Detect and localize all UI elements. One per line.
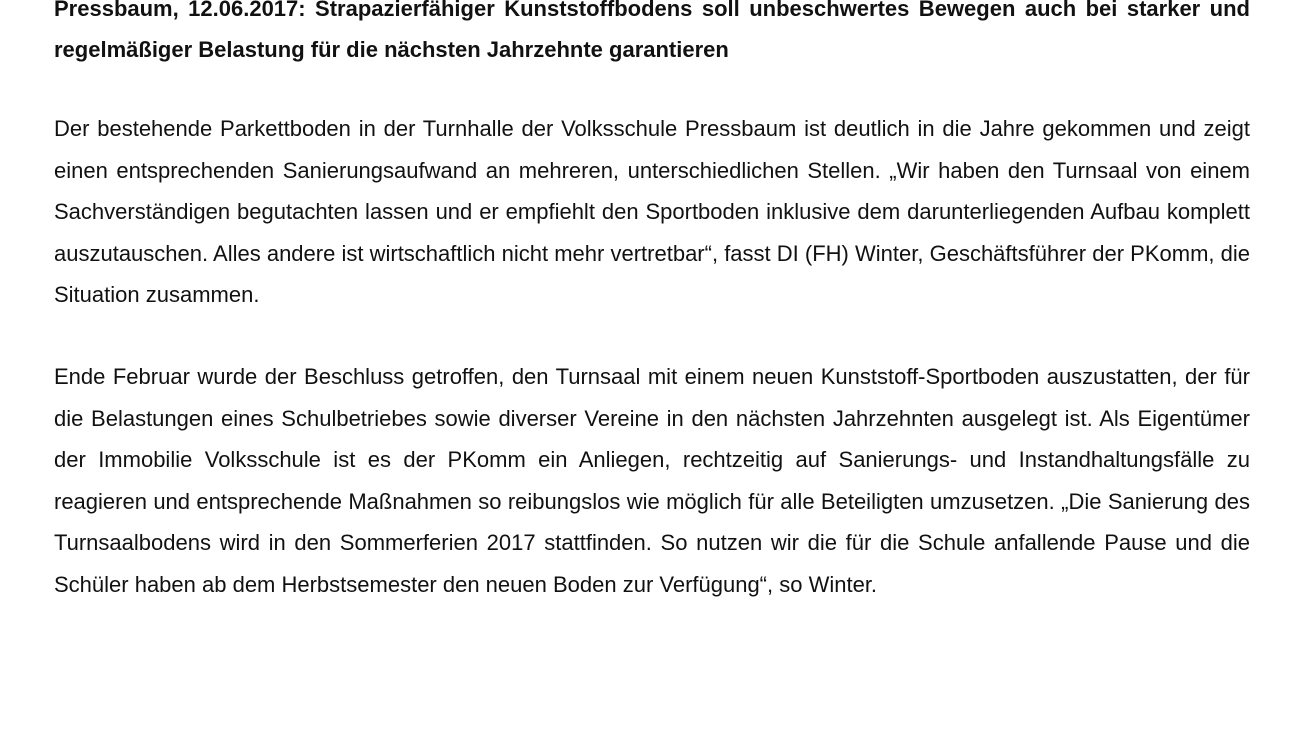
paragraph-1: Der bestehende Parkettboden in der Turnhalle der Volksschule Pressbaum ist deutlich in die Jahre gekommen und zeigt einen entsprechenden Sanierungsaufwand an mehreren, unterschiedlichen Stellen. „Wir haben den Turnsaal von einem Sachverständigen begutachten lassen und er empfiehlt den Sportboden inklusive dem darunterliegenden Aufbau komplett auszutauschen. Alles andere ist wirtschaftlich nicht mehr vertretbar“, fasst DI (FH) Winter, Geschäftsführer der PKomm, die Situation zusammen. (54, 116, 1250, 308)
document-page (54, 0, 1250, 646)
paragraph-2: Ende Februar wurde der Beschluss getroffen, den Turnsaal mit einem neuen Kunststoff-Sportboden auszustatten, der für die Belastungen eines Schulbetriebes sowie diverser Vereine in den nächsten Jahrzehnten ausgelegt ist. Als Eigentümer der Immobilie Volksschule ist es der PKomm ein Anliegen, rechtzeitig auf Sanierungs- und Instandhaltungsfälle zu reagieren und entsprechende Maßnahmen so reibungslos wie möglich für alle Beteiligten umzusetzen. „Die Sanierung des Turnsaalbodens wird in den Sommerferien 2017 stattfinden. So nutzen wir die für die Schule anfallende Pause und die Schüler haben ab dem Herbstsemester den neuen Boden zur Verfügung“, so Winter. (54, 363, 1250, 597)
document-heading: Pressbaum, 12.06.2017: Strapazierfähiger Kunststoffbodens soll unbeschwertes Bewegen auch bei starker und regelmäßiger Belastung für die nächsten Jahrzehnte garantieren (54, 0, 1250, 62)
